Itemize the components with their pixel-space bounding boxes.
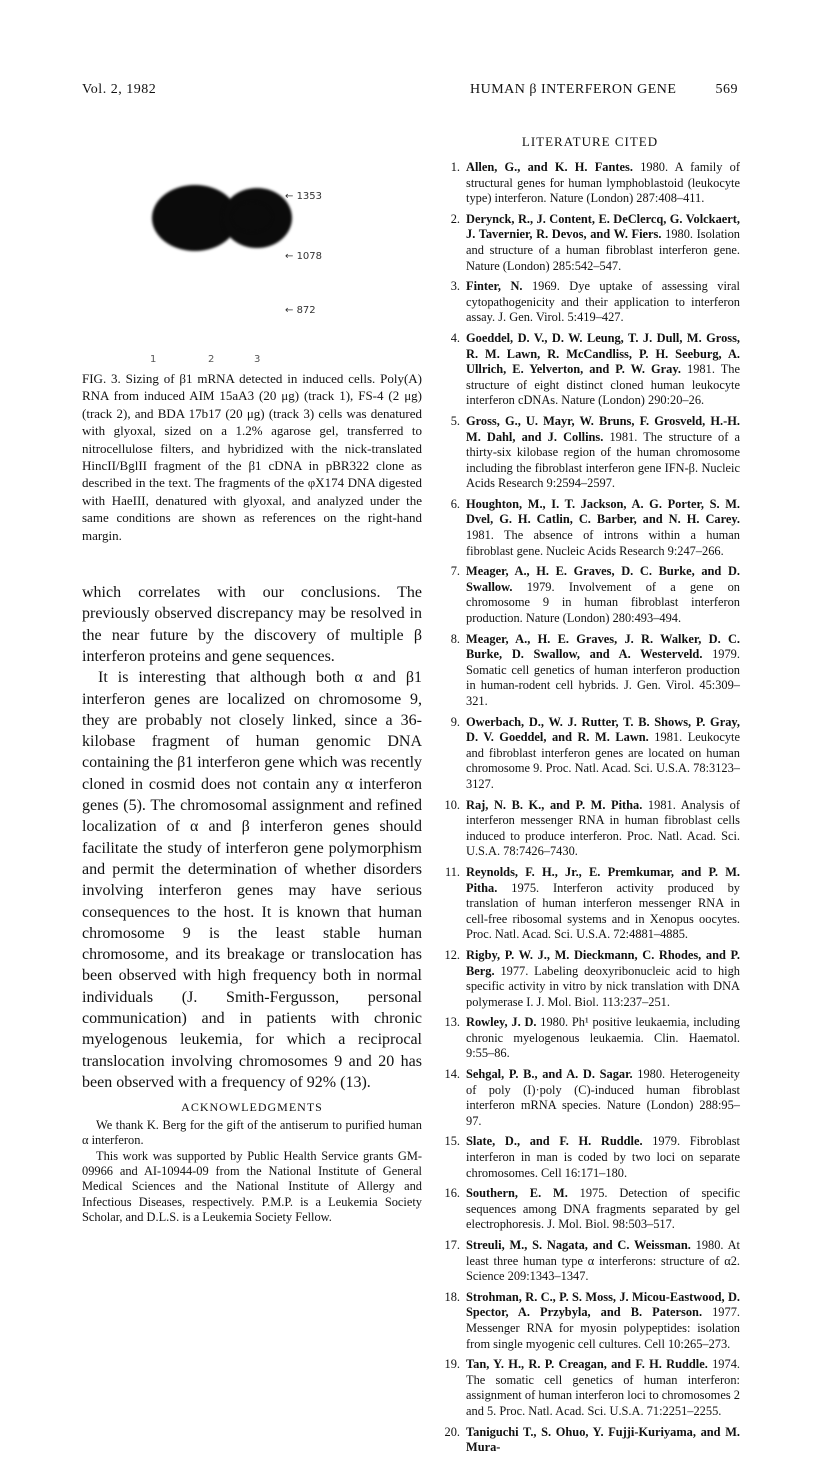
reference-text: 1981. Analysis of interferon messenger RNA in human fibroblast cells induced to produce interferon. Proc. Natl. Acad. Sci. U.S.A. 78:7426–7430.: [466, 797, 740, 859]
reference-item: [440, 798, 740, 860]
reference-item: [440, 279, 740, 326]
reference-number: 4.: [450, 330, 460, 345]
reference-text: 1980. A family of structural genes for human lymphoblastoid (leukocyte type) interferon. Nature (London) 287:408–411.: [466, 160, 740, 206]
reference-number: 14.: [444, 1067, 460, 1082]
reference-number: 3.: [450, 279, 460, 294]
gel-figure: [82, 140, 422, 370]
reference-number: 19.: [444, 1357, 460, 1372]
left-column: [82, 140, 422, 1225]
body-paragraph-2: It is interesting that although both α and β1 interferon genes are localized on chromosome 9, they are probably not closely linked, since a 36-kilobase fragment of human genomic DNA containing the β1 interferon gene which was recently cloned in cosmid does not contain any α interferon genes (5). The chromosomal assignment and refined localization of α and β interferon genes should facilitate the study of interferon gene polymorphism and permit the determination of whether disorders involving interferon genes may have serious consequences to the host. It is known that human chromosome 9 is the least stable human chromosome, and its breakage or translocation has been observed with high frequency both in normal individuals (J. Smith-Fergusson, personal communication) and in patients with chronic myelogenous leukemia, for which a reciprocal translocation involving chromosomes 9 and 20 has been observed with a frequency of 92% (13).: [82, 669, 423, 1091]
body-paragraph-1: which correlates with our conclusions. The previously observed discrepancy may be resolved in the near future by the discovery of multiple β interferon proteins and gene sequences.: [82, 584, 422, 665]
right-column: [440, 134, 740, 1461]
reference-number: 6.: [450, 496, 460, 511]
running-header-volume: Vol. 2, 1982: [82, 82, 157, 97]
reference-authors: Houghton, M., I. T. Jackson, A. G. Porter, S. M. Dvel, G. H. Catlin, C. Barber, and N. H. Carey.: [466, 496, 740, 527]
reference-number: 8.: [450, 631, 460, 646]
reference-text: 1980. At least three human type α interferons: structure of α2. Science 209:1343–1347.: [466, 1238, 740, 1284]
reference-authors: Raj, N. B. K., and P. M. Pitha.: [466, 797, 643, 812]
marker-1078: ← 1078: [285, 251, 323, 262]
reference-number: 16.: [444, 1186, 460, 1201]
reference-text: 1981. Leukocyte and fibroblast interferon genes are located on human chromosome 9. Proc. Natl. Acad. Sci. U.S.A. 78:3123–3127.: [466, 730, 740, 791]
reference-item: [440, 865, 740, 943]
reference-number: 10.: [444, 797, 460, 812]
page-number: 569: [715, 82, 738, 97]
figure-label: FIG. 3.: [82, 371, 121, 386]
reference-item: [440, 1357, 740, 1419]
reference-text: 1980. Isolation and structure of a human fibroblast interferon gene. Nature (London) 285:542–547.: [466, 227, 740, 273]
reference-item: [440, 212, 740, 274]
reference-text: 1979. Involvement of a gene on chromosome 9 in human fibroblast interferon production. Nature (London) 280:493–494.: [466, 579, 740, 626]
reference-number: 18.: [444, 1289, 460, 1304]
reference-authors: Slate, D., and F. H. Ruddle.: [466, 1134, 643, 1149]
reference-authors: Goeddel, D. V., D. W. Leung, T. J. Dull, M. Gross, R. M. Lawn, R. McCandliss, P. H. Seeburg, A. Ullrich, E. Yelverton, and P. W. Gray.: [466, 330, 740, 377]
reference-authors: Meager, A., H. E. Graves, J. R. Walker, D. C. Burke, D. Swallow, and A. Westerveld.: [466, 631, 740, 662]
reference-text: 1977. Messenger RNA for myosin polypeptides: isolation from single myogenic cell cultures. Cell 10:265–273.: [466, 1305, 740, 1351]
reference-item: [440, 1238, 740, 1285]
figure-caption: [82, 370, 422, 544]
reference-text: 1981. The absence of introns within a human fibroblast gene. Nucleic Acids Research 9:247–266.: [466, 528, 740, 558]
reference-number: 5.: [450, 413, 460, 428]
reference-number: 20.: [444, 1424, 460, 1439]
reference-item: [440, 331, 740, 409]
reference-item: [440, 497, 740, 559]
reference-item: [440, 564, 740, 626]
lane-label-2: 2: [208, 354, 215, 365]
reference-text: 1980. Ph¹ positive leukaemia, including chronic myelogenous leukaemia. Clin. Haematol. 9:55–86.: [466, 1015, 741, 1061]
reference-text: 1975. Detection of specific sequences among DNA fragments separated by gel electrophoresis. J. Mol. Biol. 98:503–517.: [466, 1186, 740, 1232]
reference-authors: Derynck, R., J. Content, E. DeClercq, G. Volckaert, J. Tavernier, R. Devos, and W. Fiers.: [466, 211, 740, 242]
reference-number: 12.: [444, 947, 460, 962]
gel-band-lane-3-faint: [232, 202, 272, 232]
reference-list: [440, 160, 740, 1456]
reference-authors: Gross, G., U. Mayr, W. Bruns, F. Grosveld, H.-H. M. Dahl, and J. Collins.: [466, 413, 740, 444]
reference-number: 17.: [444, 1238, 460, 1252]
reference-authors: Reynolds, F. H., Jr., E. Premkumar, and P. M. Pitha.: [466, 864, 740, 895]
reference-text: 1975. Interferon activity produced by translation of human interferon messenger RNA in cell-free ribosomal systems and in Xenopus oocytes. Proc. Natl. Acad. Sci. U.S.A. 72:4881–4885.: [466, 880, 740, 942]
reference-authors: Allen, G., and K. H. Fantes.: [466, 160, 633, 174]
reference-item: [440, 1425, 740, 1456]
reference-item: [440, 1186, 740, 1233]
lane-label-1: 1: [150, 354, 157, 365]
reference-text: 1977. Labeling deoxyribonucleic acid to high specific activity in vitro by nick translation with DNA polymerase I. J. Mol. Biol. 113:237–251.: [466, 963, 740, 1009]
reference-authors: Tan, Y. H., R. P. Creagan, and F. H. Ruddle.: [466, 1357, 708, 1372]
reference-authors: Taniguchi T., S. Ohuo, Y. Fujji-Kuriyama, and M. Mura-: [466, 1424, 740, 1455]
reference-text: 1974. The somatic cell genetics of human interferon: assignment of human interferon loci to chromosomes 2 and 5. Proc. Natl. Acad. Sci. U.S.A. 71:2251–2255.: [466, 1357, 740, 1418]
reference-item: [440, 1015, 740, 1062]
reference-authors: Meager, A., H. E. Graves, D. C. Burke, and D. Swallow.: [466, 564, 740, 594]
reference-authors: Streuli, M., S. Nagata, and C. Weissman.: [466, 1238, 691, 1252]
reference-text: 1979. Fibroblast interferon in man is coded by two loci on separate chromosomes. Cell 16:171–180.: [466, 1134, 740, 1180]
marker-1353: ← 1353: [285, 191, 323, 202]
reference-authors: Owerbach, D., W. J. Rutter, T. B. Shows, P. Gray, D. V. Goeddel, and R. M. Lawn.: [466, 714, 740, 745]
reference-authors: Finter, N.: [466, 279, 523, 294]
reference-number: 7.: [450, 564, 460, 579]
figure-caption-text: Sizing of β1 mRNA detected in induced cells. Poly(A) RNA from induced AIM 15aA3 (20 μg) (track 1), FS-4 (2 μg) (track 2), and BDA 17b17 (20 μg) (track 3) cells was denatured with glyoxal, sized on a 1.2% agarose gel, transferred to nitrocellulose filters, and hybridized with the nick-translated HincII/BglII fragment of the β1 cDNA in pBR322 clone as described in the text. The fragments of the φX174 DNA digested with HaeIII, denatured with glyoxal, and analyzed under the same conditions are shown as references on the right-hand margin.: [82, 371, 423, 543]
marker-872: ← 872: [285, 305, 316, 316]
acknowledgments-heading: ACKNOWLEDGMENTS: [181, 1100, 323, 1115]
reference-number: 13.: [444, 1015, 460, 1030]
reference-number: 15.: [444, 1134, 460, 1149]
reference-text: 1969. Dye uptake of assessing viral cytopathogenicity and their application to interferon assay. J. Gen. Virol. 5:419–427.: [466, 279, 740, 325]
reference-number: 9.: [450, 714, 460, 729]
reference-authors: Rigby, P. W. J., M. Dieckmann, C. Rhodes, and P. Berg.: [466, 947, 740, 978]
reference-item: [440, 414, 740, 492]
reference-authors: Sehgal, P. B., and A. D. Sagar.: [466, 1067, 633, 1082]
reference-number: 11.: [444, 864, 460, 879]
reference-text: 1979. Somatic cell genetics of human interferon production in human-rodent cell hybrids. J. Gen. Virol. 45:309–321.: [466, 647, 740, 708]
reference-number: 2.: [450, 211, 460, 226]
literature-heading: LITERATURE CITED: [521, 134, 659, 149]
reference-item: [440, 1067, 740, 1129]
reference-item: [440, 715, 740, 793]
running-header: [470, 82, 738, 98]
running-title: HUMAN β INTERFERON GENE: [470, 82, 677, 97]
reference-item: [440, 160, 740, 207]
reference-item: [440, 632, 740, 710]
acknowledgments-paragraph-2: This work was supported by Public Health Service grants GM-09966 and AI-10944-09 from the National Institute of General Medical Sciences and the National Institute of Allergy and Infectious Diseases, respectively. P.M.P. is a Leukemia Society Scholar, and D.L.S. is a Leukemia Society Fellow.: [82, 1148, 422, 1224]
reference-text: 1981. The structure of eight distinct cloned human leukocyte interferon cDNAs. Nature (London) 290:20–26.: [466, 362, 740, 408]
reference-item: [440, 948, 740, 1010]
lane-label-3: 3: [254, 354, 261, 365]
reference-item: [440, 1134, 740, 1181]
reference-item: [440, 1290, 740, 1352]
reference-authors: Strohman, R. C., P. S. Moss, J. Micou-Eastwood, D. Spector, A. Przybyla, and B. Paterson.: [466, 1289, 740, 1320]
reference-authors: Rowley, J. D.: [466, 1015, 537, 1030]
reference-text: 1981. The structure of a thirty-six kilobase region of the human chromosome including the fibroblast interferon gene IFN-β. Nucleic Acids Research 9:2594–2597.: [466, 429, 740, 491]
acknowledgments-paragraph-1: We thank K. Berg for the gift of the antiserum to purified human α interferon.: [82, 1118, 422, 1148]
reference-text: 1980. Heterogeneity of poly (I)·poly (C)-induced human fibroblast interferon mRNA species. Nature (London) 288:95–97.: [466, 1067, 740, 1128]
reference-number: 1.: [450, 160, 460, 174]
reference-authors: Southern, E. M.: [466, 1186, 568, 1201]
